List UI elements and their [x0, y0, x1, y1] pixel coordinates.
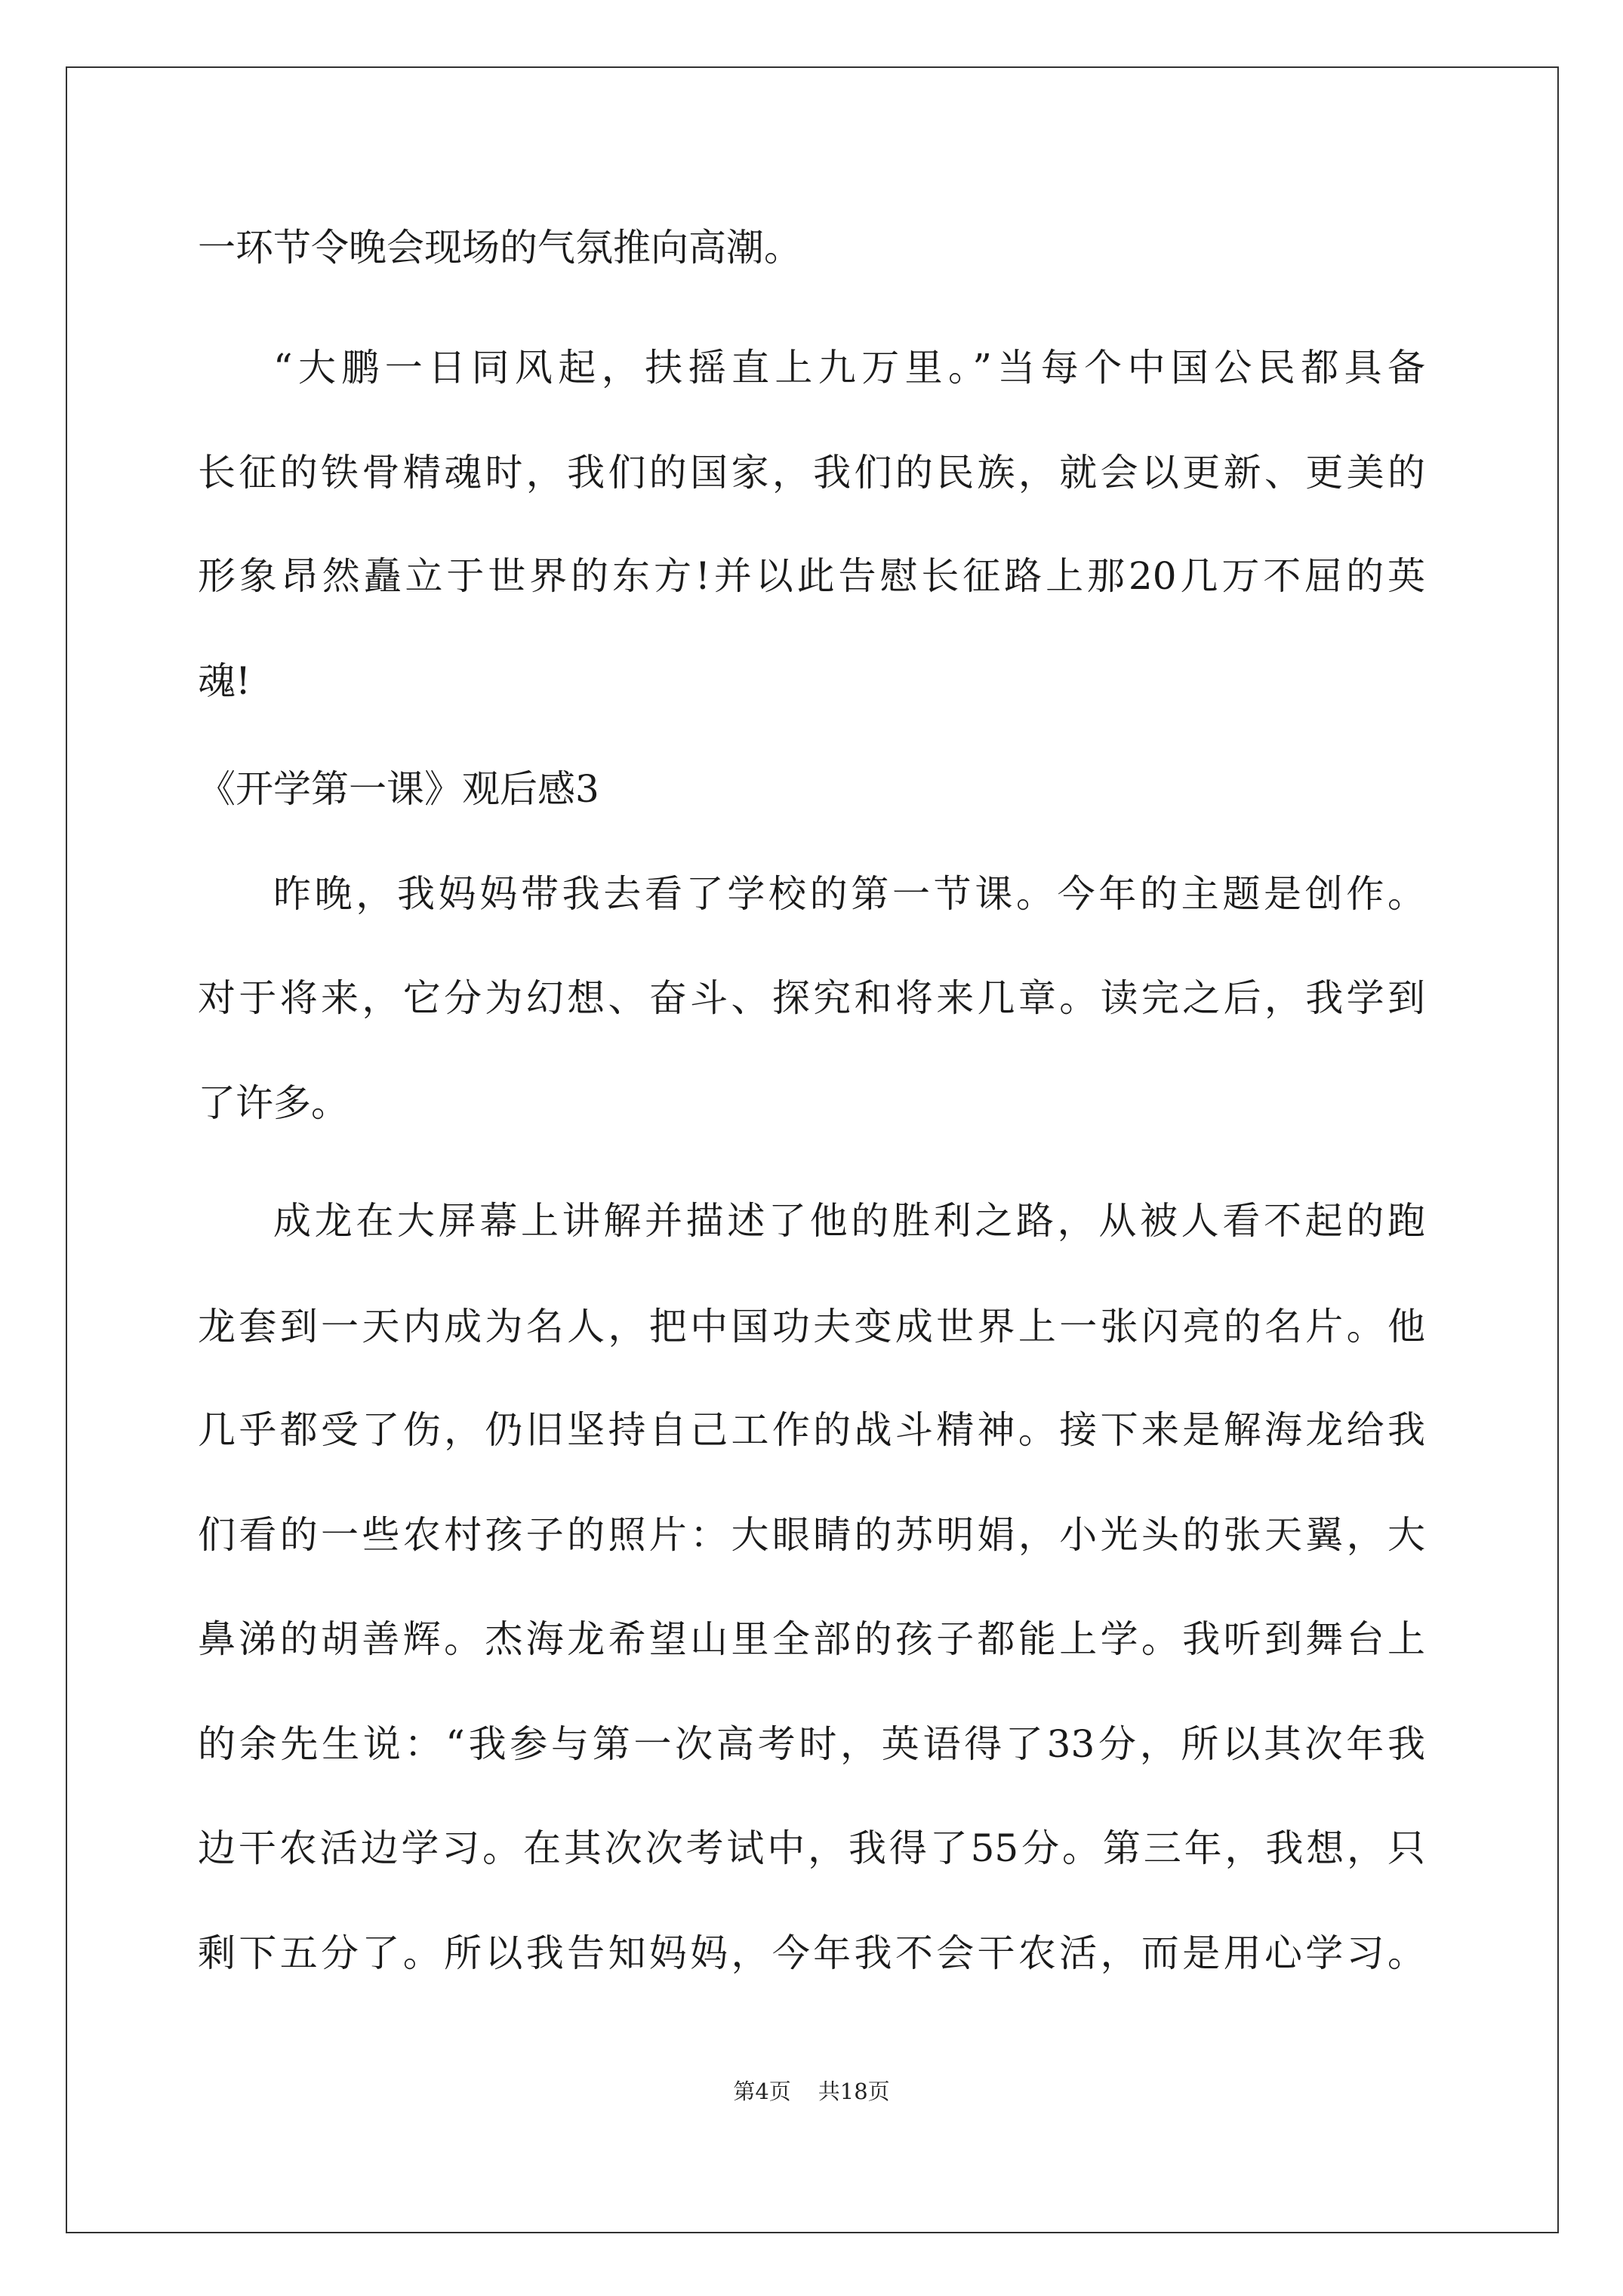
text-line: 边干农活边学习。在其次次考试中，我得了55分。第三年，我想，只 — [198, 1826, 1425, 1870]
text-line: 形象昂然矗立于世界的东方!并以此告慰长征路上那20几万不屈的英 — [198, 554, 1425, 598]
text-line: 成龙在大屏幕上讲解并描述了他的胜利之路，从被人看不起的跑 — [273, 1199, 1425, 1243]
text-line: 长征的铁骨精魂时，我们的国家，我们的民族，就会以更新、更美的 — [198, 451, 1425, 495]
text-line: 几乎都受了伤，仍旧坚持自己工作的战斗精神。接下来是解海龙给我 — [198, 1408, 1425, 1452]
text-line: “大鹏一日同风起，扶摇直上九万里。”当每个中国公民都具备 — [273, 346, 1425, 390]
text-line: 鼻涕的胡善辉。杰海龙希望山里全部的孩子都能上学。我听到舞台上 — [198, 1617, 1425, 1661]
text-line: 们看的一些农村孩子的照片：大眼睛的苏明娟，小光头的张天翼，大 — [198, 1513, 1425, 1557]
text-line: 龙套到一天内成为名人，把中国功夫变成世界上一张闪亮的名片。他 — [198, 1305, 1425, 1348]
text-line: 昨晚，我妈妈带我去看了学校的第一节课。今年的主题是创作。 — [273, 872, 1425, 916]
text-line: 对于将来，它分为幻想、奋斗、探究和将来几章。读完之后，我学到 — [198, 976, 1425, 1020]
text-line: 的余先生说：“我参与第一次高考时，英语得了33分，所以其次年我 — [198, 1722, 1425, 1766]
text-line: 一环节令晚会现场的气氛推向高潮。 — [198, 226, 802, 270]
page-footer — [0, 2076, 1623, 2106]
section-heading: 《开学第一课》观后感3 — [198, 767, 599, 811]
text-line: 了许多。 — [198, 1081, 349, 1125]
text-line: 剩下五分了。所以我告知妈妈，今年我不会干农活，而是用心学习。 — [198, 1931, 1425, 1975]
page-total: 共18页 — [818, 2079, 890, 2104]
page-border — [66, 66, 1559, 2233]
page-number: 第4页 — [733, 2079, 791, 2104]
text-line: 魂! — [198, 659, 251, 703]
